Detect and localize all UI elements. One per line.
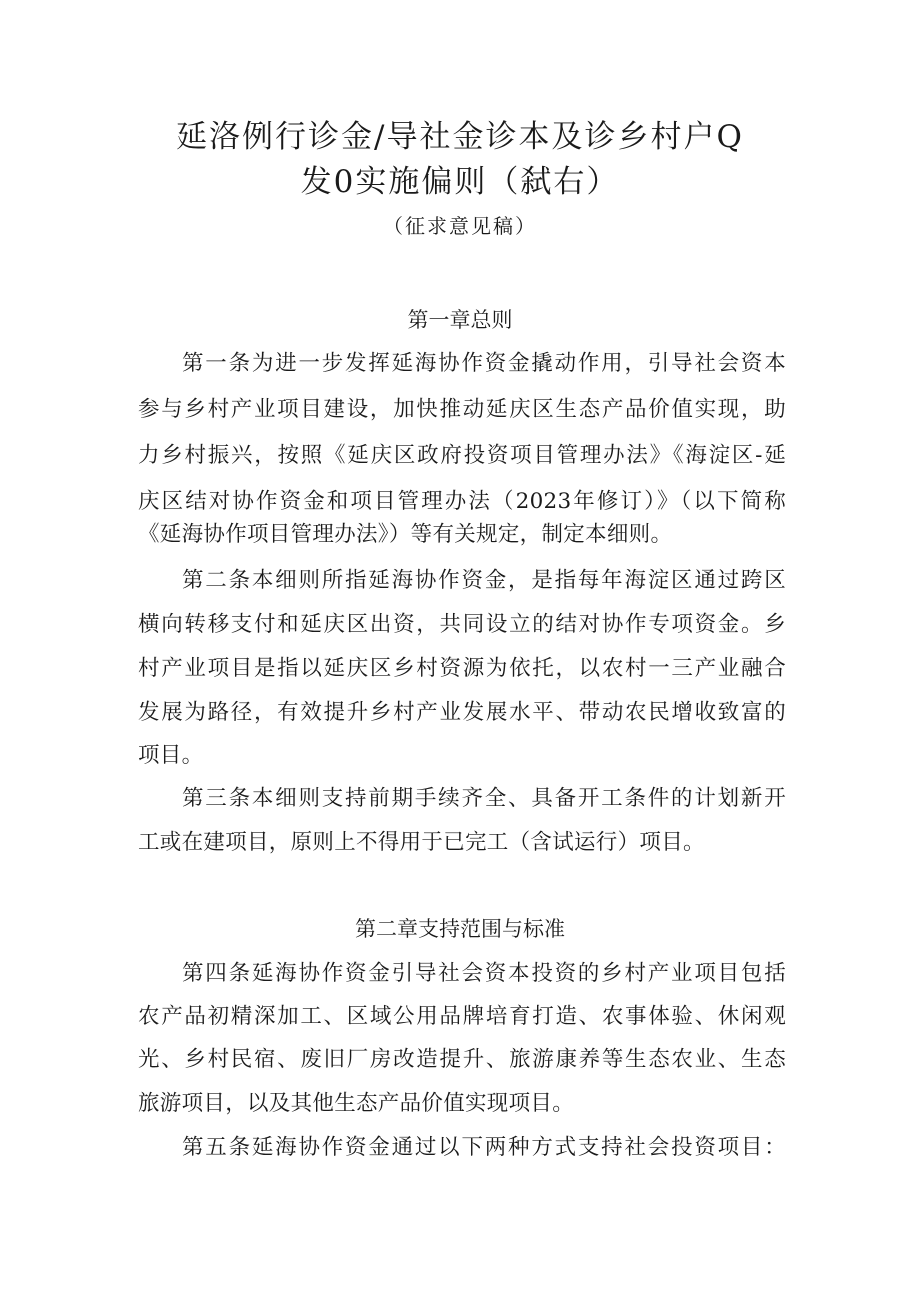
article-1-line: 《延海协作项目管理办法》）等有关规定，制定本细则。 [138, 522, 673, 547]
document-title-line-2: 发0实施偏则（弑右） [300, 164, 620, 200]
chapter-heading-2: 第二章支持范围与标准 [355, 917, 565, 941]
article-3-line: 工或在建项目，原则上不得用于已完工（含试运行）项目。 [138, 830, 705, 855]
article-1-line: 力乡村振兴，按照《延庆区政府投资项目管理办法》《海淀区-延 [138, 443, 786, 468]
document-subtitle: （征求意见稿） [383, 214, 537, 238]
article-2-line: 村产业项目是指以延庆区乡村资源为依托，以农村一三产业融合 [138, 656, 786, 681]
article-2-line: 发展为路径，有效提升乡村产业发展水平、带动农民增收致富的 [138, 700, 786, 725]
chapter-heading-1: 第一章总则 [407, 308, 513, 332]
article-3-line: 第三条本细则支持前期手续齐全、具备开工条件的计划新开 [182, 786, 786, 811]
article-1-line: 参与乡村产业项目建设，加快推动延庆区生态产品价值实现，助 [138, 397, 786, 422]
article-4-line: 光、乡村民宿、废旧厂房改造提升、旅游康养等生态农业、生态 [138, 1047, 786, 1072]
article-2-line: 横向转移支付和延庆区出资，共同设立的结对协作专项资金。乡 [138, 612, 786, 637]
article-4-line: 第四条延海协作资金引导社会资本投资的乡村产业项目包括 [182, 961, 786, 986]
article-1-line: 第一条为进一步发挥延海协作资金撬动作用，引导社会资本 [182, 351, 786, 376]
article-4-line: 旅游项目，以及其他生态产品价值实现项目。 [138, 1091, 575, 1116]
article-4-line: 农产品初精深加工、区域公用品牌培育打造、农事体验、休闲观 [138, 1004, 786, 1029]
article-2-line: 项目。 [138, 743, 204, 768]
article-2-line: 第二条本细则所指延海协作资金，是指每年海淀区通过跨区 [182, 568, 786, 593]
document-title-line-1: 延洛例行诊金/导社金诊本及诊乡村户Q [176, 119, 744, 155]
article-5-line: 第五条延海协作资金通过以下两种方式支持社会投资项目： [182, 1135, 786, 1160]
article-1-line: 庆区结对协作资金和项目管理办法（2023年修订）》（以下简称 [138, 489, 786, 514]
